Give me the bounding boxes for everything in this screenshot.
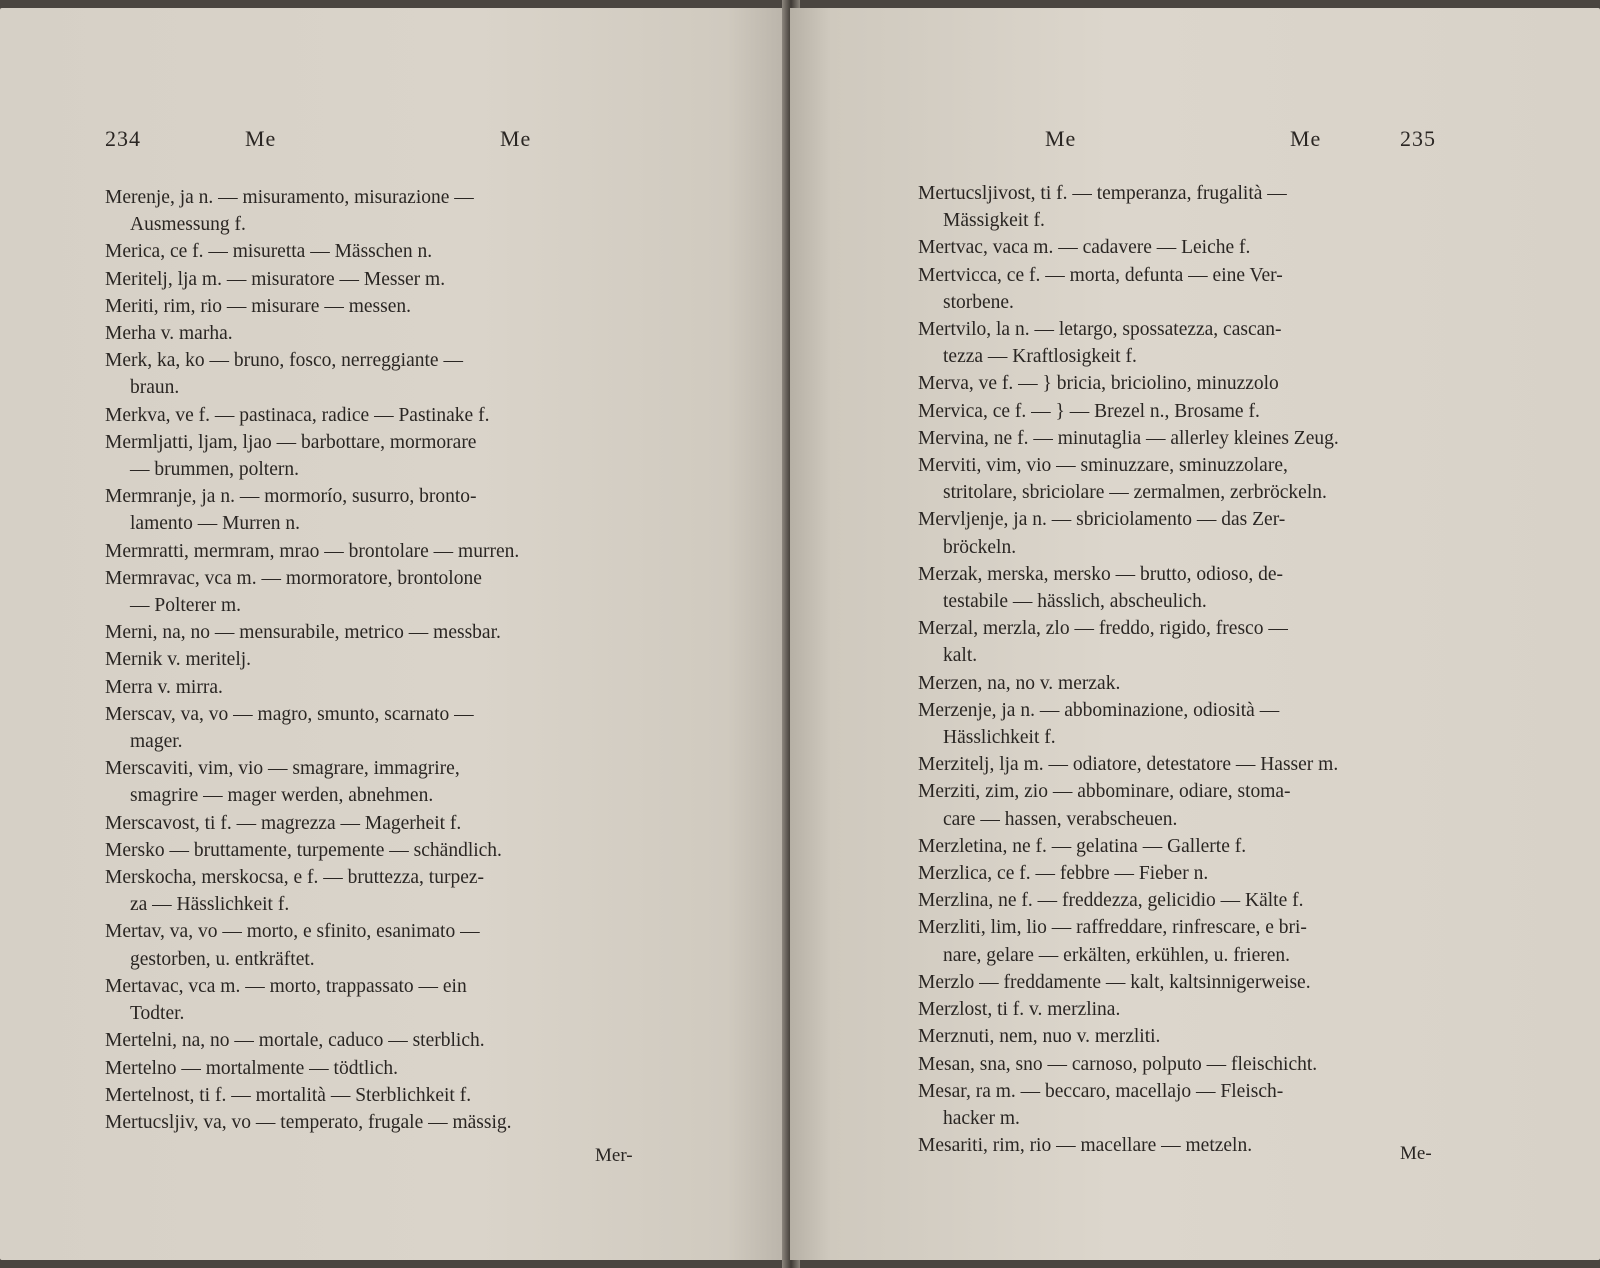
entry-line: Merzlost, ti f. v. merzlina. <box>918 999 1121 1021</box>
entry-continuation: care — hassen, verabscheuen. <box>943 808 1178 830</box>
entry-list <box>105 184 670 1136</box>
dictionary-entry <box>105 918 670 972</box>
entry-line: Merzal, merzla, zlo — freddo, rigido, fresco — <box>918 618 1288 640</box>
page-number: 235 <box>1400 126 1436 151</box>
dictionary-entry <box>918 778 1483 832</box>
entry-line: Mertelnost, ti f. — mortalità — Sterblichkeit f. <box>105 1084 472 1106</box>
dictionary-entry <box>918 914 1483 968</box>
entry-line: Mermranje, ja n. — mormorío, susurro, bronto- <box>105 486 477 508</box>
page-number: 234 <box>105 126 141 151</box>
dictionary-entry <box>105 973 670 1027</box>
dictionary-entry <box>105 483 670 537</box>
entry-line: Mertvilo, la n. — letargo, spossatezza, cascan- <box>918 319 1282 341</box>
dictionary-entry <box>105 1027 670 1054</box>
entry-continuation: — brummen, poltern. <box>130 459 299 481</box>
entry-line: Mesan, sna, sno — carnoso, polputo — fleischicht. <box>918 1053 1318 1075</box>
entry-line: Mertavac, vca m. — morto, trappassato — ein <box>105 975 467 997</box>
dictionary-entry <box>918 860 1483 887</box>
entry-continuation: — Polterer m. <box>130 595 242 617</box>
entry-line: Mernik v. meritelj. <box>105 649 252 671</box>
dictionary-entry <box>105 1055 670 1082</box>
entry-line: Mersko — bruttamente, turpemente — schändlich. <box>105 839 502 861</box>
entry-continuation: storbene. <box>943 291 1014 313</box>
dictionary-entry <box>105 1082 670 1109</box>
dictionary-entry <box>918 506 1483 560</box>
dictionary-entry <box>105 320 670 347</box>
dictionary-entry <box>918 1023 1483 1050</box>
dictionary-entry <box>918 561 1483 615</box>
running-head-left: Me <box>1045 126 1077 151</box>
dictionary-entry <box>918 1132 1483 1159</box>
entry-line: Mertucsljivost, ti f. — temperanza, frugalità — <box>918 183 1287 204</box>
entry-line: Mertelni, na, no — mortale, caduco — sterblich. <box>105 1030 485 1052</box>
dictionary-entry <box>918 262 1483 316</box>
running-head-right: Me <box>1290 126 1322 151</box>
entry-line: Merkva, ve f. — pastinaca, radice — Pastinake f. <box>105 404 490 426</box>
entry-line: Merscaviti, vim, vio — smagrare, immagrire, <box>105 758 460 780</box>
dictionary-entry <box>105 347 670 401</box>
dictionary-entry <box>918 1051 1483 1078</box>
dictionary-entry <box>105 429 670 483</box>
dictionary-entry <box>105 184 670 238</box>
entry-line: Merskocha, merskocsa, e f. — bruttezza, turpez- <box>105 867 485 889</box>
dictionary-entry <box>918 751 1483 778</box>
entry-continuation: stritolare, sbriciolare — zermalmen, zerbröckeln. <box>943 482 1327 504</box>
entry-line: Mertav, va, vo — morto, e sfinito, esanimato — <box>105 921 480 943</box>
dictionary-entry <box>918 180 1483 234</box>
entry-continuation: tezza — Kraftlosigkeit f. <box>943 346 1137 368</box>
dictionary-entry <box>918 996 1483 1023</box>
dictionary-entry <box>105 646 670 673</box>
entry-line: Merscavost, ti f. — magrezza — Magerheit f. <box>105 812 462 834</box>
dictionary-entry <box>918 670 1483 697</box>
entry-line: Merra v. mirra. <box>105 676 223 698</box>
entry-line: Merziti, zim, zio — abbominare, odiare, stoma- <box>918 781 1291 803</box>
entry-continuation: lamento — Murren n. <box>130 513 301 535</box>
dictionary-entry <box>918 833 1483 860</box>
catchword: Me- <box>1400 1143 1432 1164</box>
entry-line: Mertucsljiv, va, vo — temperato, frugale — mässig. <box>105 1111 512 1133</box>
entry-continuation: smagrire — mager werden, abnehmen. <box>130 785 434 807</box>
entry-line: Mertvac, vaca m. — cadavere — Leiche f. <box>918 237 1251 259</box>
dictionary-entry <box>918 234 1483 261</box>
dictionary-entry <box>105 674 670 701</box>
dictionary-entry <box>918 615 1483 669</box>
dictionary-entry <box>105 810 670 837</box>
dictionary-entry <box>918 697 1483 751</box>
dictionary-entry <box>105 1109 670 1136</box>
dictionary-entry <box>105 402 670 429</box>
entry-line: Merscav, va, vo — magro, smunto, scarnato — <box>105 703 474 725</box>
entry-line: Mervica, ce f. — } — Brezel n., Brosame f. <box>918 400 1260 422</box>
entry-line: Mermravac, vca m. — mormoratore, brontolone <box>105 567 482 589</box>
entry-continuation: braun. <box>130 377 180 399</box>
running-head-right: Me <box>500 126 532 151</box>
dictionary-entry <box>918 425 1483 452</box>
entry-line: Mertelno — mortalmente — tödtlich. <box>105 1057 398 1079</box>
entry-line: Mesar, ra m. — beccaro, macellajo — Fleisch- <box>918 1080 1284 1102</box>
dictionary-entry <box>918 370 1483 397</box>
entry-line: Meritelj, lja m. — misuratore — Messer m. <box>105 268 446 290</box>
entry-line: Merha v. marha. <box>105 323 233 345</box>
dictionary-entry <box>105 619 670 646</box>
entry-line: Merzletina, ne f. — gelatina — Gallerte f. <box>918 835 1247 857</box>
entry-line: Merzak, merska, mersko — brutto, odioso, de- <box>918 563 1283 585</box>
dictionary-entry <box>105 538 670 565</box>
entry-line: Merzlina, ne f. — freddezza, gelicidio — Kälte f. <box>918 890 1304 912</box>
entry-line: Merica, ce f. — misuretta — Mässchen n. <box>105 241 433 263</box>
entry-continuation: mager. <box>130 731 183 753</box>
entry-line: Merznuti, nem, nuo v. merzliti. <box>918 1026 1161 1048</box>
entry-line: Mervljenje, ja n. — sbriciolamento — das Zer- <box>918 509 1286 531</box>
entry-line: Merviti, vim, vio — sminuzzare, sminuzzolare, <box>918 455 1288 477</box>
entry-continuation: kalt. <box>943 645 978 667</box>
dictionary-entry <box>918 1078 1483 1132</box>
running-head-left: Me <box>245 126 277 151</box>
entry-line: Mesariti, rim, rio — macellare — metzeln. <box>918 1135 1253 1157</box>
dictionary-entry <box>105 837 670 864</box>
entry-continuation: hacker m. <box>943 1107 1020 1129</box>
dictionary-entry <box>105 755 670 809</box>
dictionary-entry <box>918 316 1483 370</box>
entry-list <box>918 180 1483 1159</box>
dictionary-entry <box>105 864 670 918</box>
entry-continuation: Hässlichkeit f. <box>943 727 1056 749</box>
entry-line: Mermljatti, ljam, ljao — barbottare, mormorare <box>105 431 477 453</box>
entry-line: Merzlo — freddamente — kalt, kaltsinnigerweise. <box>918 971 1311 993</box>
entry-line: Merni, na, no — mensurabile, metrico — messbar. <box>105 622 501 644</box>
dictionary-entry <box>918 969 1483 996</box>
entry-continuation: bröckeln. <box>943 536 1017 558</box>
left-page <box>0 8 790 1260</box>
entry-line: Merzlica, ce f. — febbre — Fieber n. <box>918 863 1209 885</box>
entry-line: Merzliti, lim, lio — raffreddare, rinfrescare, e bri- <box>918 917 1307 939</box>
dictionary-entry <box>105 565 670 619</box>
dictionary-entry <box>105 293 670 320</box>
entry-continuation: Todter. <box>130 1003 185 1025</box>
catchword: Mer- <box>595 1145 633 1166</box>
entry-continuation: nare, gelare — erkälten, erkühlen, u. frieren. <box>943 944 1291 966</box>
entry-continuation: Mässigkeit f. <box>943 210 1045 232</box>
dictionary-entry <box>105 701 670 755</box>
dictionary-entry <box>918 452 1483 506</box>
entry-continuation: Ausmessung f. <box>130 214 246 236</box>
entry-line: Merzen, na, no v. merzak. <box>918 672 1121 694</box>
entry-continuation: testabile — hässlich, abscheulich. <box>943 591 1207 613</box>
entry-line: Mertvicca, ce f. — morta, defunta — eine Ver- <box>918 264 1283 286</box>
entry-continuation: gestorben, u. entkräftet. <box>130 948 315 970</box>
dictionary-entry <box>918 398 1483 425</box>
entry-line: Mermratti, mermram, mrao — brontolare — murren. <box>105 540 520 562</box>
entry-line: Merzenje, ja n. — abbominazione, odiosità — <box>918 699 1280 721</box>
dictionary-entry <box>918 887 1483 914</box>
dictionary-entry <box>105 266 670 293</box>
entry-continuation: za — Hässlichkeit f. <box>130 894 290 916</box>
dictionary-entry <box>105 238 670 265</box>
entry-line: Merva, ve f. — } bricia, briciolino, minuzzolo <box>918 373 1279 395</box>
entry-line: Meriti, rim, rio — misurare — messen. <box>105 295 411 317</box>
right-page <box>790 8 1600 1260</box>
entry-line: Merzitelj, lja m. — odiatore, detestatore — Hasser m. <box>918 754 1339 776</box>
entry-line: Mervina, ne f. — minutaglia — allerley kleines Zeug. <box>918 427 1339 449</box>
entry-line: Merk, ka, ko — bruno, fosco, nerreggiante — <box>105 350 463 372</box>
entry-line: Merenje, ja n. — misuramento, misurazione — <box>105 187 474 208</box>
